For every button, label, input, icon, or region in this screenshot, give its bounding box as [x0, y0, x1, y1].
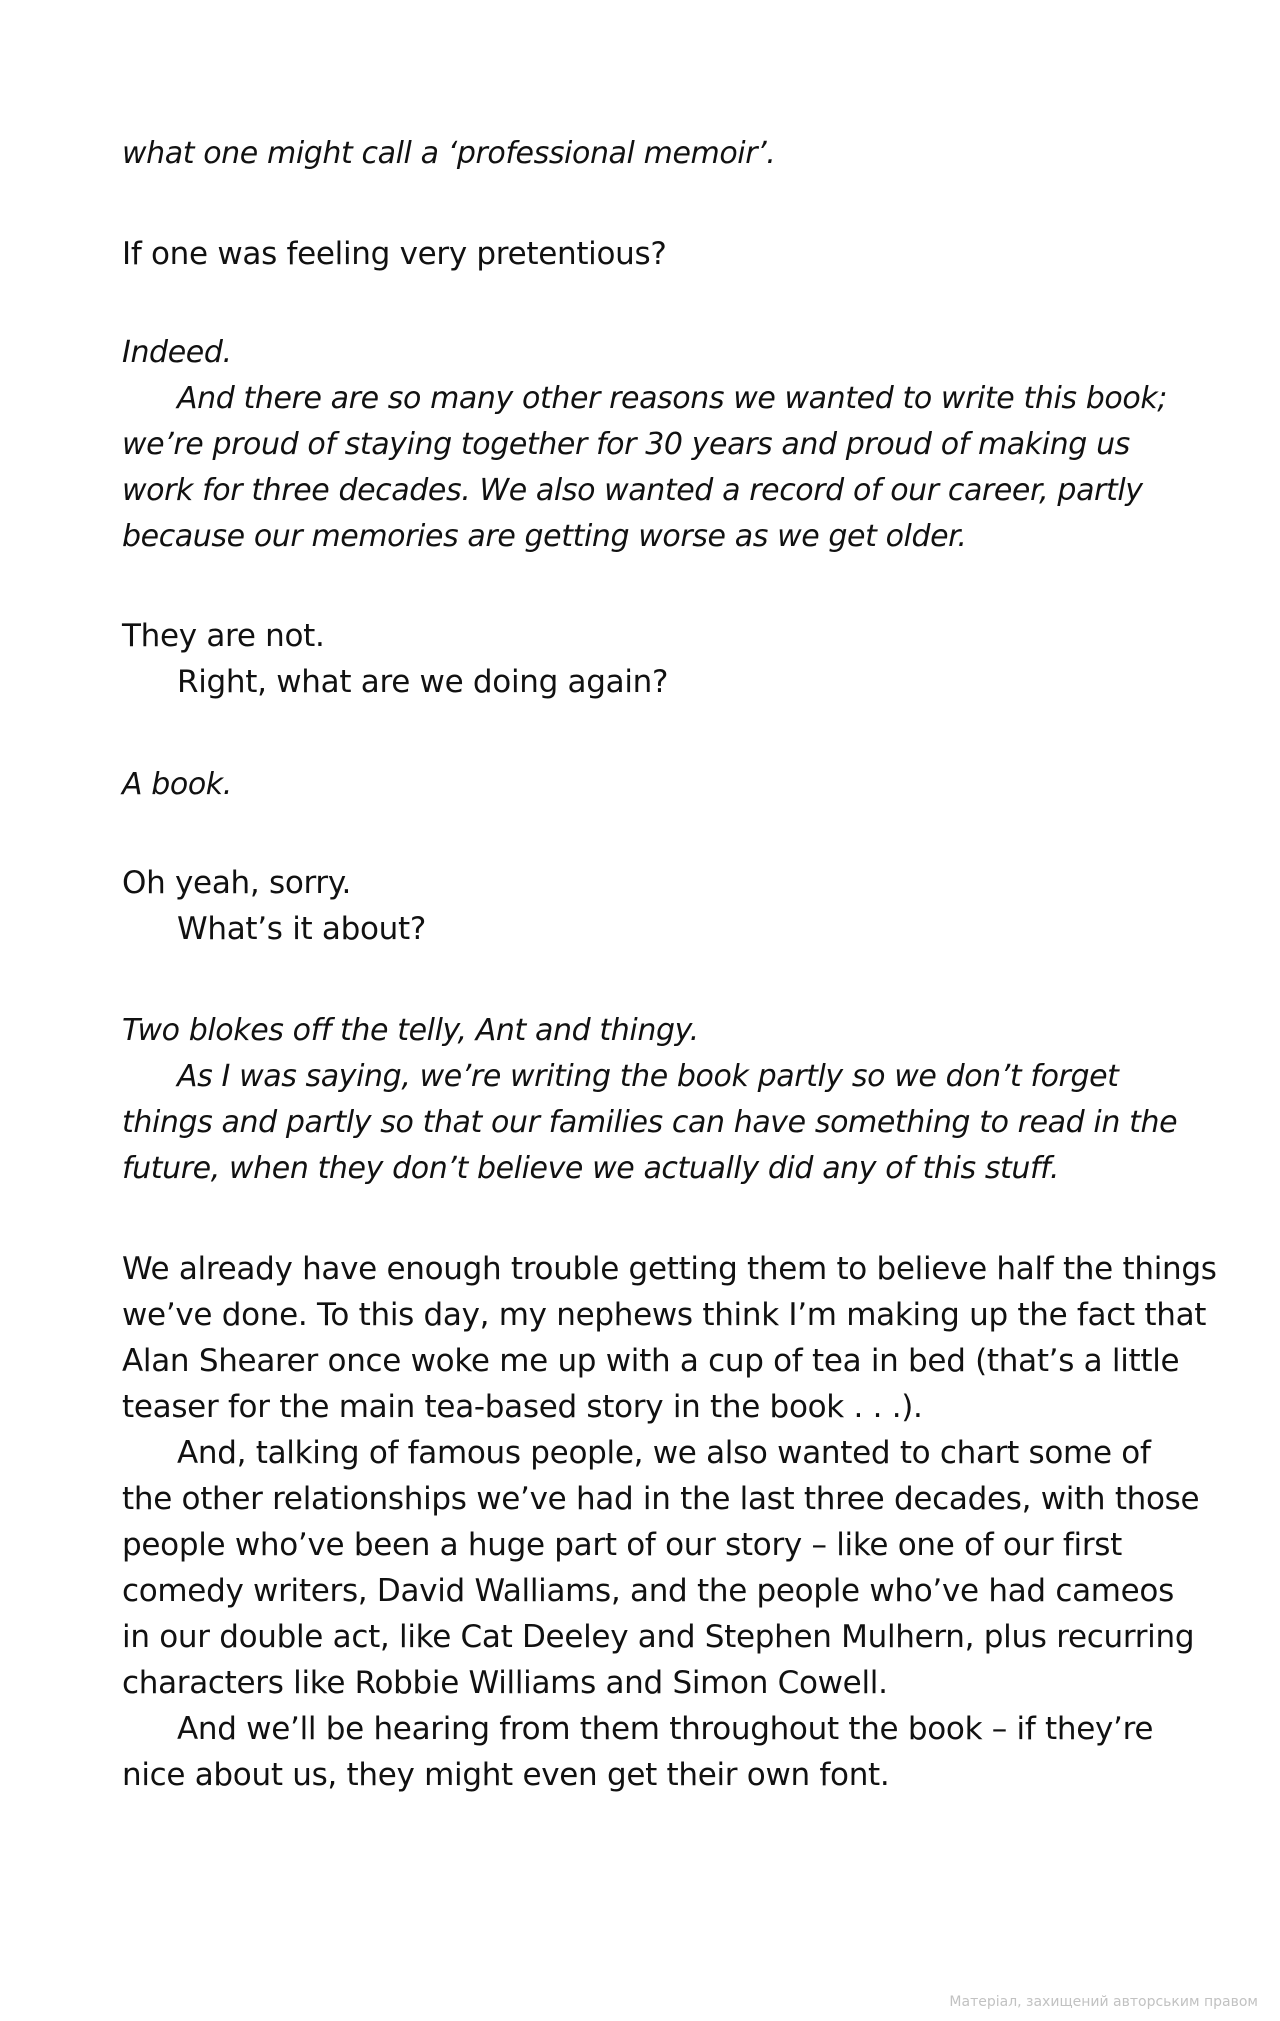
text-line: Two blokes off the telly, Ant and thingy. [122, 1013, 699, 1048]
text-block-two-blokes [122, 1008, 1178, 1192]
text-line: A book. [122, 767, 232, 802]
text-block-pretentious [122, 231, 1172, 277]
text-line: in our double act, like Cat Deeley and Stephen Mulhern, plus recurring [122, 1619, 1195, 1655]
text-line: we’ve done. To this day, my nephews think I’m making up the fact that [122, 1297, 1207, 1333]
text-line: Indeed. [122, 335, 232, 370]
text-line: teaser for the main tea-based story in the book . . .). [122, 1389, 923, 1425]
text-line: comedy writers, David Walliams, and the people who’ve had cameos [122, 1573, 1174, 1609]
text-line: characters like Robbie Williams and Simon Cowell. [122, 1665, 888, 1701]
text-block-a-book [122, 762, 1172, 808]
text-block-trouble [122, 1246, 1217, 1798]
text-block-professional-memoir [122, 131, 1172, 177]
text-line: As I was saying, we’re writing the book partly so we don’t forget [177, 1059, 1119, 1094]
text-block-oh-yeah [122, 860, 1172, 952]
text-block-they-are-not [122, 613, 1172, 705]
text-line: What’s it about? [177, 911, 427, 947]
text-line: And we’ll be hearing from them throughout the book – if they’re [177, 1711, 1154, 1747]
text-line: And, talking of famous people, we also wanted to chart some of [177, 1435, 1151, 1471]
text-line: future, when they don’t believe we actually did any of this stuff. [122, 1151, 1059, 1186]
text-line: Alan Shearer once woke me up with a cup of tea in bed (that’s a little [122, 1343, 1180, 1379]
text-line: people who’ve been a huge part of our story – like one of our first [122, 1527, 1123, 1563]
text-line: things and partly so that our families can have something to read in the [122, 1105, 1178, 1140]
text-line: Oh yeah, sorry. [122, 865, 352, 901]
text-line: They are not. [122, 618, 325, 654]
text-block-reasons [122, 330, 1172, 560]
text-line: what one might call a ‘professional memoir’. [122, 136, 776, 171]
text-line: Right, what are we doing again? [177, 664, 669, 700]
text-line: nice about us, they might even get their own font. [122, 1757, 890, 1793]
text-line: the other relationships we’ve had in the last three decades, with those [122, 1481, 1200, 1517]
text-line: We already have enough trouble getting them to believe half the things [122, 1251, 1217, 1287]
copyright-watermark: Матеріал, захищений авторським правом [949, 1994, 1258, 2010]
text-line: work for three decades. We also wanted a record of our career, partly [122, 473, 1143, 508]
text-line: And there are so many other reasons we wanted to write this book; [177, 381, 1168, 416]
text-line: we’re proud of staying together for 30 years and proud of making us [122, 427, 1130, 462]
text-line: If one was feeling very pretentious? [122, 236, 667, 272]
text-line: because our memories are getting worse as we get older. [122, 519, 967, 554]
